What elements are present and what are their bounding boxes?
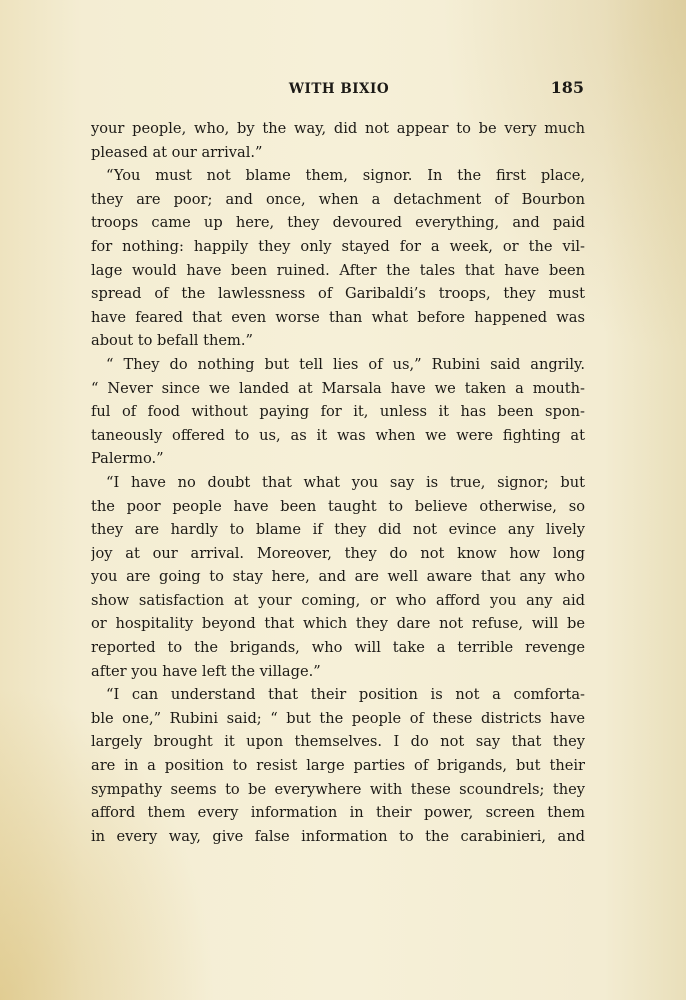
text-line: joy at our arrival. Moreover, they do not know how long (91, 544, 585, 562)
page-number: 185 (550, 78, 584, 97)
text-line: they are poor; and once, when a detachment of Bourbon (91, 190, 585, 208)
text-line: after you have left the village.” (91, 662, 321, 680)
text-line: or hospitality beyond that which they dare not refuse, will be (91, 615, 585, 633)
text-line: the poor people have been taught to believe otherwise, so (91, 497, 585, 515)
text-line: “ They do nothing but tell lies of us,” Rubini said angrily. (106, 355, 585, 373)
body-text (91, 117, 585, 848)
text-line: ful of food without paying for it, unless it has been spon- (91, 403, 585, 421)
text-line: your people, who, by the way, did not appear to be very much (91, 120, 585, 137)
text-line: “I have no doubt that what you say is true, signor; but (106, 473, 585, 491)
text-line: spread of the lawlessness of Garibaldi’s troops, they must (91, 285, 585, 303)
running-head (92, 78, 586, 100)
text-line: taneously offered to us, as it was when we were fighting at (91, 426, 585, 444)
text-line: they are hardly to blame if they did not evince any lively (91, 521, 585, 539)
text-line: “You must not blame them, signor. In the first place, (106, 167, 585, 185)
text-line: reported to the brigands, who will take a terrible revenge (91, 639, 585, 657)
running-title: WITH BIXIO (288, 81, 390, 97)
text-line: sympathy seems to be everywhere with these scoundrels; they (91, 780, 585, 798)
text-line: you are going to stay here, and are well aware that any who (91, 568, 585, 586)
text-line: about to befall them.” (91, 332, 253, 350)
text-line: pleased at our arrival.” (91, 143, 263, 161)
text-line: for nothing: happily they only stayed for a week, or the vil- (91, 237, 585, 255)
text-line: ble one,” Rubini said; “ but the people of these districts have (91, 709, 585, 727)
text-line: in every way, give false information to the carabinieri, and (91, 827, 585, 845)
text-line: troops came up here, they devoured everything, and paid (91, 214, 585, 232)
text-line: have feared that even worse than what before happened was (91, 308, 585, 326)
text-line: “I can understand that their position is not a comforta- (106, 686, 585, 704)
text-line: largely brought it upon themselves. I do not say that they (91, 733, 585, 751)
text-line: “ Never since we landed at Marsala have we taken a mouth- (91, 379, 585, 397)
text-line: show satisfaction at your coming, or who afford you any aid (91, 591, 585, 609)
text-line: lage would have been ruined. After the tales that have been (91, 261, 585, 279)
text-line: are in a position to resist large parties of brigands, but their (91, 757, 585, 775)
text-line: afford them every information in their power, screen them (91, 804, 585, 822)
text-line: Palermo.” (91, 450, 164, 468)
